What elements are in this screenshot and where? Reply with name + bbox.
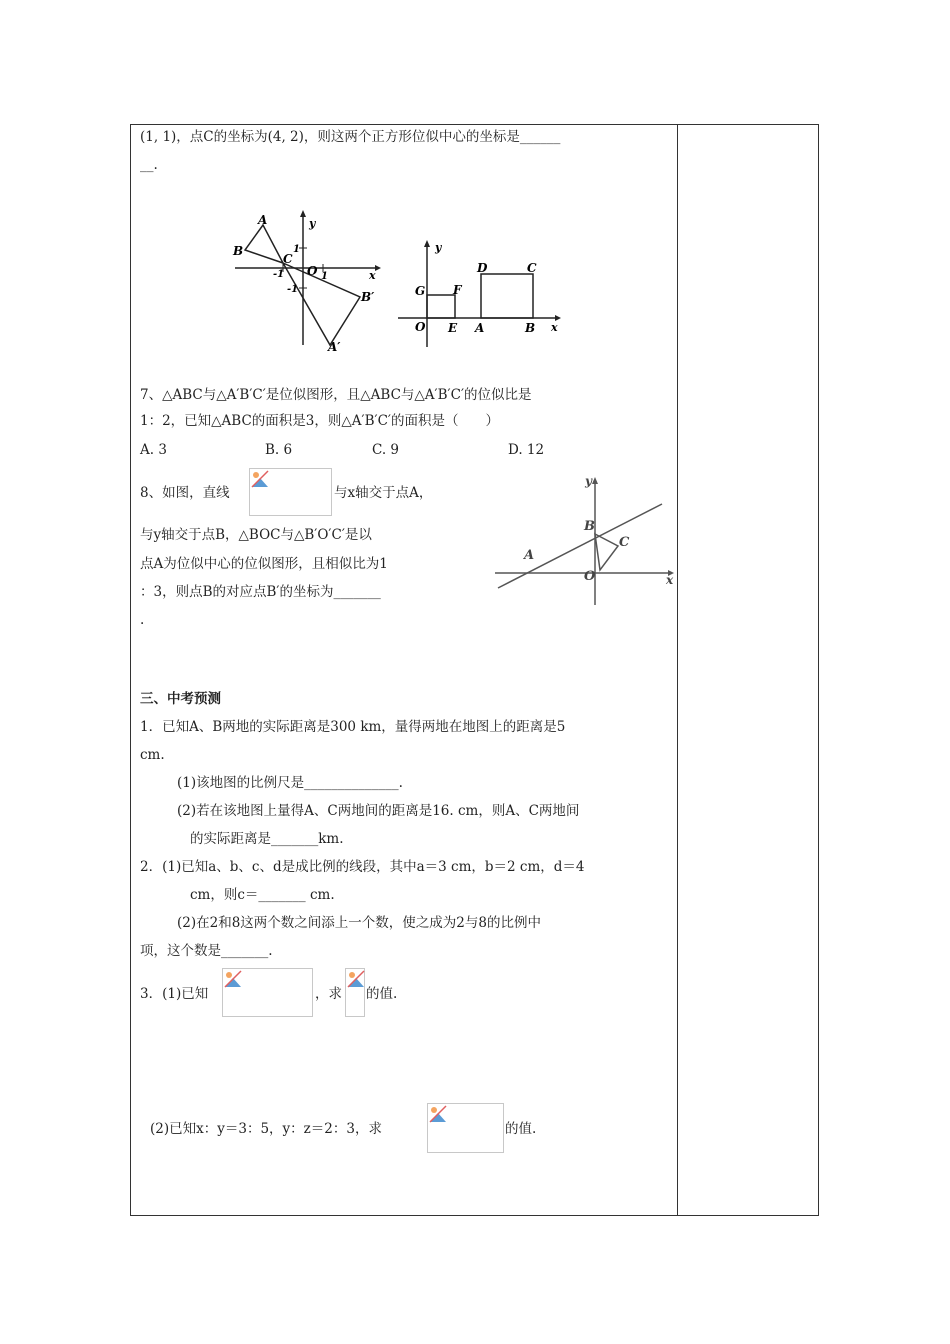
p3-pre: 3．(1)已知 [140, 986, 209, 1002]
figure-two-squares [395, 235, 570, 355]
broken-image-icon [250, 469, 270, 489]
fig3-axis-y: y [585, 474, 592, 488]
q7-option-b: B. 6 [265, 442, 293, 458]
fig1-label-O: O [307, 264, 318, 278]
p2-line4: 项，这个数是_______. [140, 943, 273, 959]
q8-pre: 8、如图，直线 [140, 485, 230, 501]
q6-line2: __. [140, 157, 158, 173]
p3-post: 的值. [366, 986, 398, 1002]
fig2-label-O: O [415, 320, 426, 334]
q6-line1: (1, 1)，点C的坐标为(4, 2)，则这两个正方形位似中心的坐标是______ [140, 129, 561, 145]
fig1-label-Bprime: B′ [361, 290, 375, 304]
column-divider [677, 124, 678, 1216]
p1-line1: 1．已知A、B两地的实际距离是300 km，量得两地在地图上的距离是5 [140, 719, 566, 735]
p1-sub2a: (2)若在该地图上量得A、C两地间的距离是16. cm，则A、C两地间 [177, 803, 580, 819]
fig1-tick-neg1x: -1 [273, 269, 285, 280]
q7-option-d: D. 12 [508, 442, 545, 458]
fig1-label-C: C [283, 252, 293, 266]
fig1-tick-1x: 1 [321, 271, 328, 282]
figure-line-triangle [490, 470, 680, 610]
figure-similar-triangles [225, 205, 390, 355]
p3-mid: ，求 [315, 986, 342, 1002]
fig3-label-A: A [524, 548, 535, 563]
fig3-label-C: C [619, 535, 630, 550]
p3-sub2-post: 的值. [505, 1121, 537, 1137]
fig3-label-O: O [584, 569, 596, 584]
p2-line3: (2)在2和8这两个数之间添上一个数，使之成为2与8的比例中 [177, 915, 541, 931]
fig2-label-G: G [415, 284, 426, 298]
fig2-axis-x: x [551, 321, 558, 334]
fig1-label-A: A [258, 213, 268, 227]
fig2-label-D: D [477, 261, 488, 275]
fig1-axis-x: x [369, 269, 376, 282]
formula-image-placeholder [427, 1103, 504, 1153]
broken-image-icon [346, 969, 366, 989]
fig1-tick-1y: 1 [293, 244, 300, 255]
formula-image-placeholder [249, 468, 332, 516]
q8-line3: 点A为位似中心的位似图形，且相似比为1 [140, 556, 388, 572]
fig2-label-A: A [475, 321, 485, 335]
fig1-axis-y: y [309, 217, 316, 230]
q8-line2: 与y轴交于点B，△BOC与△B′O′C′是以 [140, 527, 372, 543]
fig1-label-Aprime: A′ [328, 340, 341, 354]
broken-image-icon [223, 969, 243, 989]
q7-option-a: A. 3 [140, 442, 167, 458]
formula-image-placeholder [222, 968, 313, 1017]
fig1-label-B: B [233, 244, 244, 258]
formula-image-placeholder [345, 968, 365, 1017]
fig1-tick-neg1y: -1 [287, 284, 299, 295]
broken-image-icon [428, 1104, 448, 1124]
fig2-label-C: C [527, 261, 537, 275]
fig3-axis-x: x [666, 573, 674, 587]
q7-line2: 1：2，已知△ABC的面积是3，则△A′B′C′的面积是（ ） [140, 413, 499, 429]
q8-line5: . [140, 612, 145, 628]
p2-line1: 2．(1)已知a、b、c、d是成比例的线段，其中a＝3 cm，b＝2 cm，d＝4 [140, 859, 585, 875]
p1-line2: cm. [140, 747, 165, 763]
p1-sub2b: 的实际距离是_______km. [190, 831, 344, 847]
fig2-label-E: E [448, 321, 458, 335]
p3-sub2-pre: (2)已知x：y＝3：5，y：z＝2：3，求 [150, 1121, 382, 1137]
p2-line2: cm，则c＝_______ cm. [190, 887, 335, 903]
section-title: 三、中考预测 [140, 691, 221, 707]
q8-post: 与x轴交于点A， [334, 485, 433, 501]
fig2-label-F: F [453, 283, 462, 297]
q7-line1: 7、△ABC与△A′B′C′是位似图形，且△ABC与△A′B′C′的位似比是 [140, 387, 532, 403]
fig2-axis-y: y [435, 241, 442, 254]
p1-sub1: (1)该地图的比例尺是______________. [177, 775, 403, 791]
q8-line4: ：3，则点B的对应点B′的坐标为_______ [140, 584, 381, 600]
fig3-label-B: B [584, 519, 595, 534]
q7-option-c: C. 9 [372, 442, 400, 458]
fig2-label-B: B [525, 321, 536, 335]
